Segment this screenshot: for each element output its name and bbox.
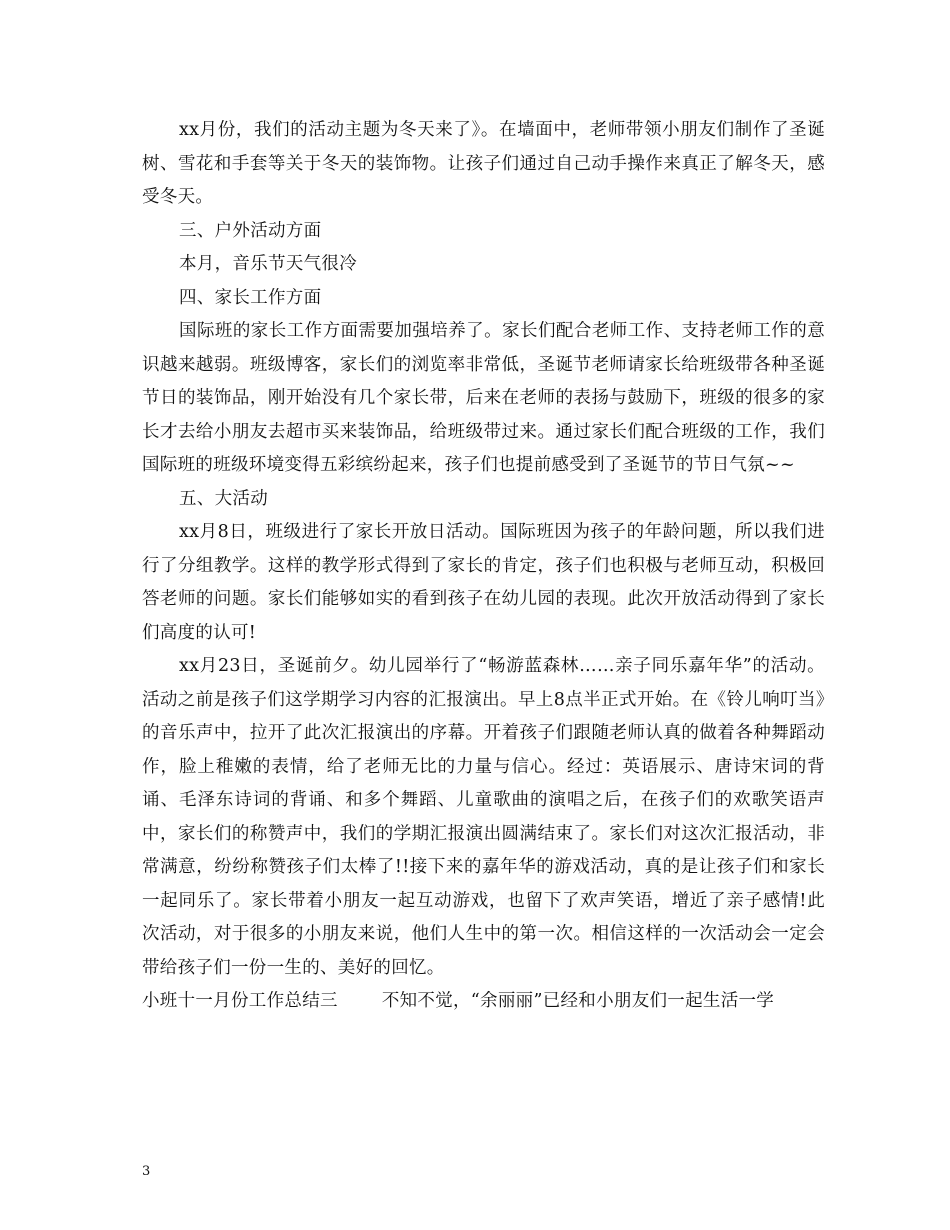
- paragraph-winter-theme: xx月份，我们的活动主题为冬天来了》。在墙面中，老师带领小朋友们制作了圣诞树、雪花和手套等关于冬天的装饰物。让孩子们通过自己动手操作来真正了解冬天，感受冬天。: [142, 120, 825, 207]
- page-number: 3: [142, 1164, 151, 1179]
- next-section-start: 不知不觉，“余丽丽”已经和小朋友们一起生活一学: [381, 991, 775, 1011]
- paragraph-outdoor-weather: 本月，音乐节天气很冷: [179, 254, 357, 274]
- paragraph-parent-work: 国际班的家长工作方面需要加强培养了。家长们配合老师工作、支持老师工作的意识越来越弱。班级博客，家长们的浏览率非常低，圣诞节老师请家长给班级带各种圣诞节日的装饰品，刚开始没有几个家长带，后来在老师的表扬与鼓励下，班级的很多的家长才去给小朋友去超市买来装饰品，给班级带过来。通过家长们配合班级的工作，我们国际班的班级环境变得五彩缤纷起来，孩子们也提前感受到了圣诞节的节日气氛~~: [142, 321, 825, 475]
- document-body: [142, 114, 825, 1019]
- heading-parent-work: 四、家长工作方面: [179, 287, 322, 308]
- next-section-line: [142, 985, 825, 1019]
- paragraph-open-day: xx月8日，班级进行了家长开放日活动。国际班因为孩子的年龄问题，所以我们进行了分组教学。这样的教学形式得到了家长的肯定，孩子们也积极与老师互动，积极回答老师的问题。家长们能够如实的看到孩子在幼儿园的表现。此次开放活动得到了家长们高度的认可!: [142, 522, 825, 643]
- paragraph-christmas-carnival: xx月23日，圣诞前夕。幼儿园举行了“畅游蓝森林……亲子同乐嘉年华”的活动。活动之前是孩子们这学期学习内容的汇报演出。早上8点半正式开始。在《铃儿响叮当》的音乐声中，拉开了此次汇报演出的序幕。开着孩子们跟随老师认真的做着各种舞蹈动作，脸上稚嫩的表情，给了老师无比的力量与信心。经过：英语展示、唐诗宋词的背诵、毛泽东诗词的背诵、和多个舞蹈、儿童歌曲的演唱之后，在孩子们的欢歌笑语声中，家长们的称赞声中，我们的学期汇报演出圆满结束了。家长们对这次汇报活动，非常满意，纷纷称赞孩子们太棒了!!接下来的嘉年华的游戏活动，真的是让孩子们和家长一起同乐了。家长带着小朋友一起互动游戏，也留下了欢声笑语，增近了亲子感情!此次活动，对于很多的小朋友来说，他们人生中的第一次。相信这样的一次活动会一定会带给孩子们一份一生的、美好的回忆。: [142, 656, 825, 978]
- next-section-title: 小班十一月份工作总结三: [142, 991, 338, 1011]
- heading-outdoor-activities: 三、户外活动方面: [179, 220, 322, 241]
- heading-major-events: 五、大活动: [179, 488, 268, 509]
